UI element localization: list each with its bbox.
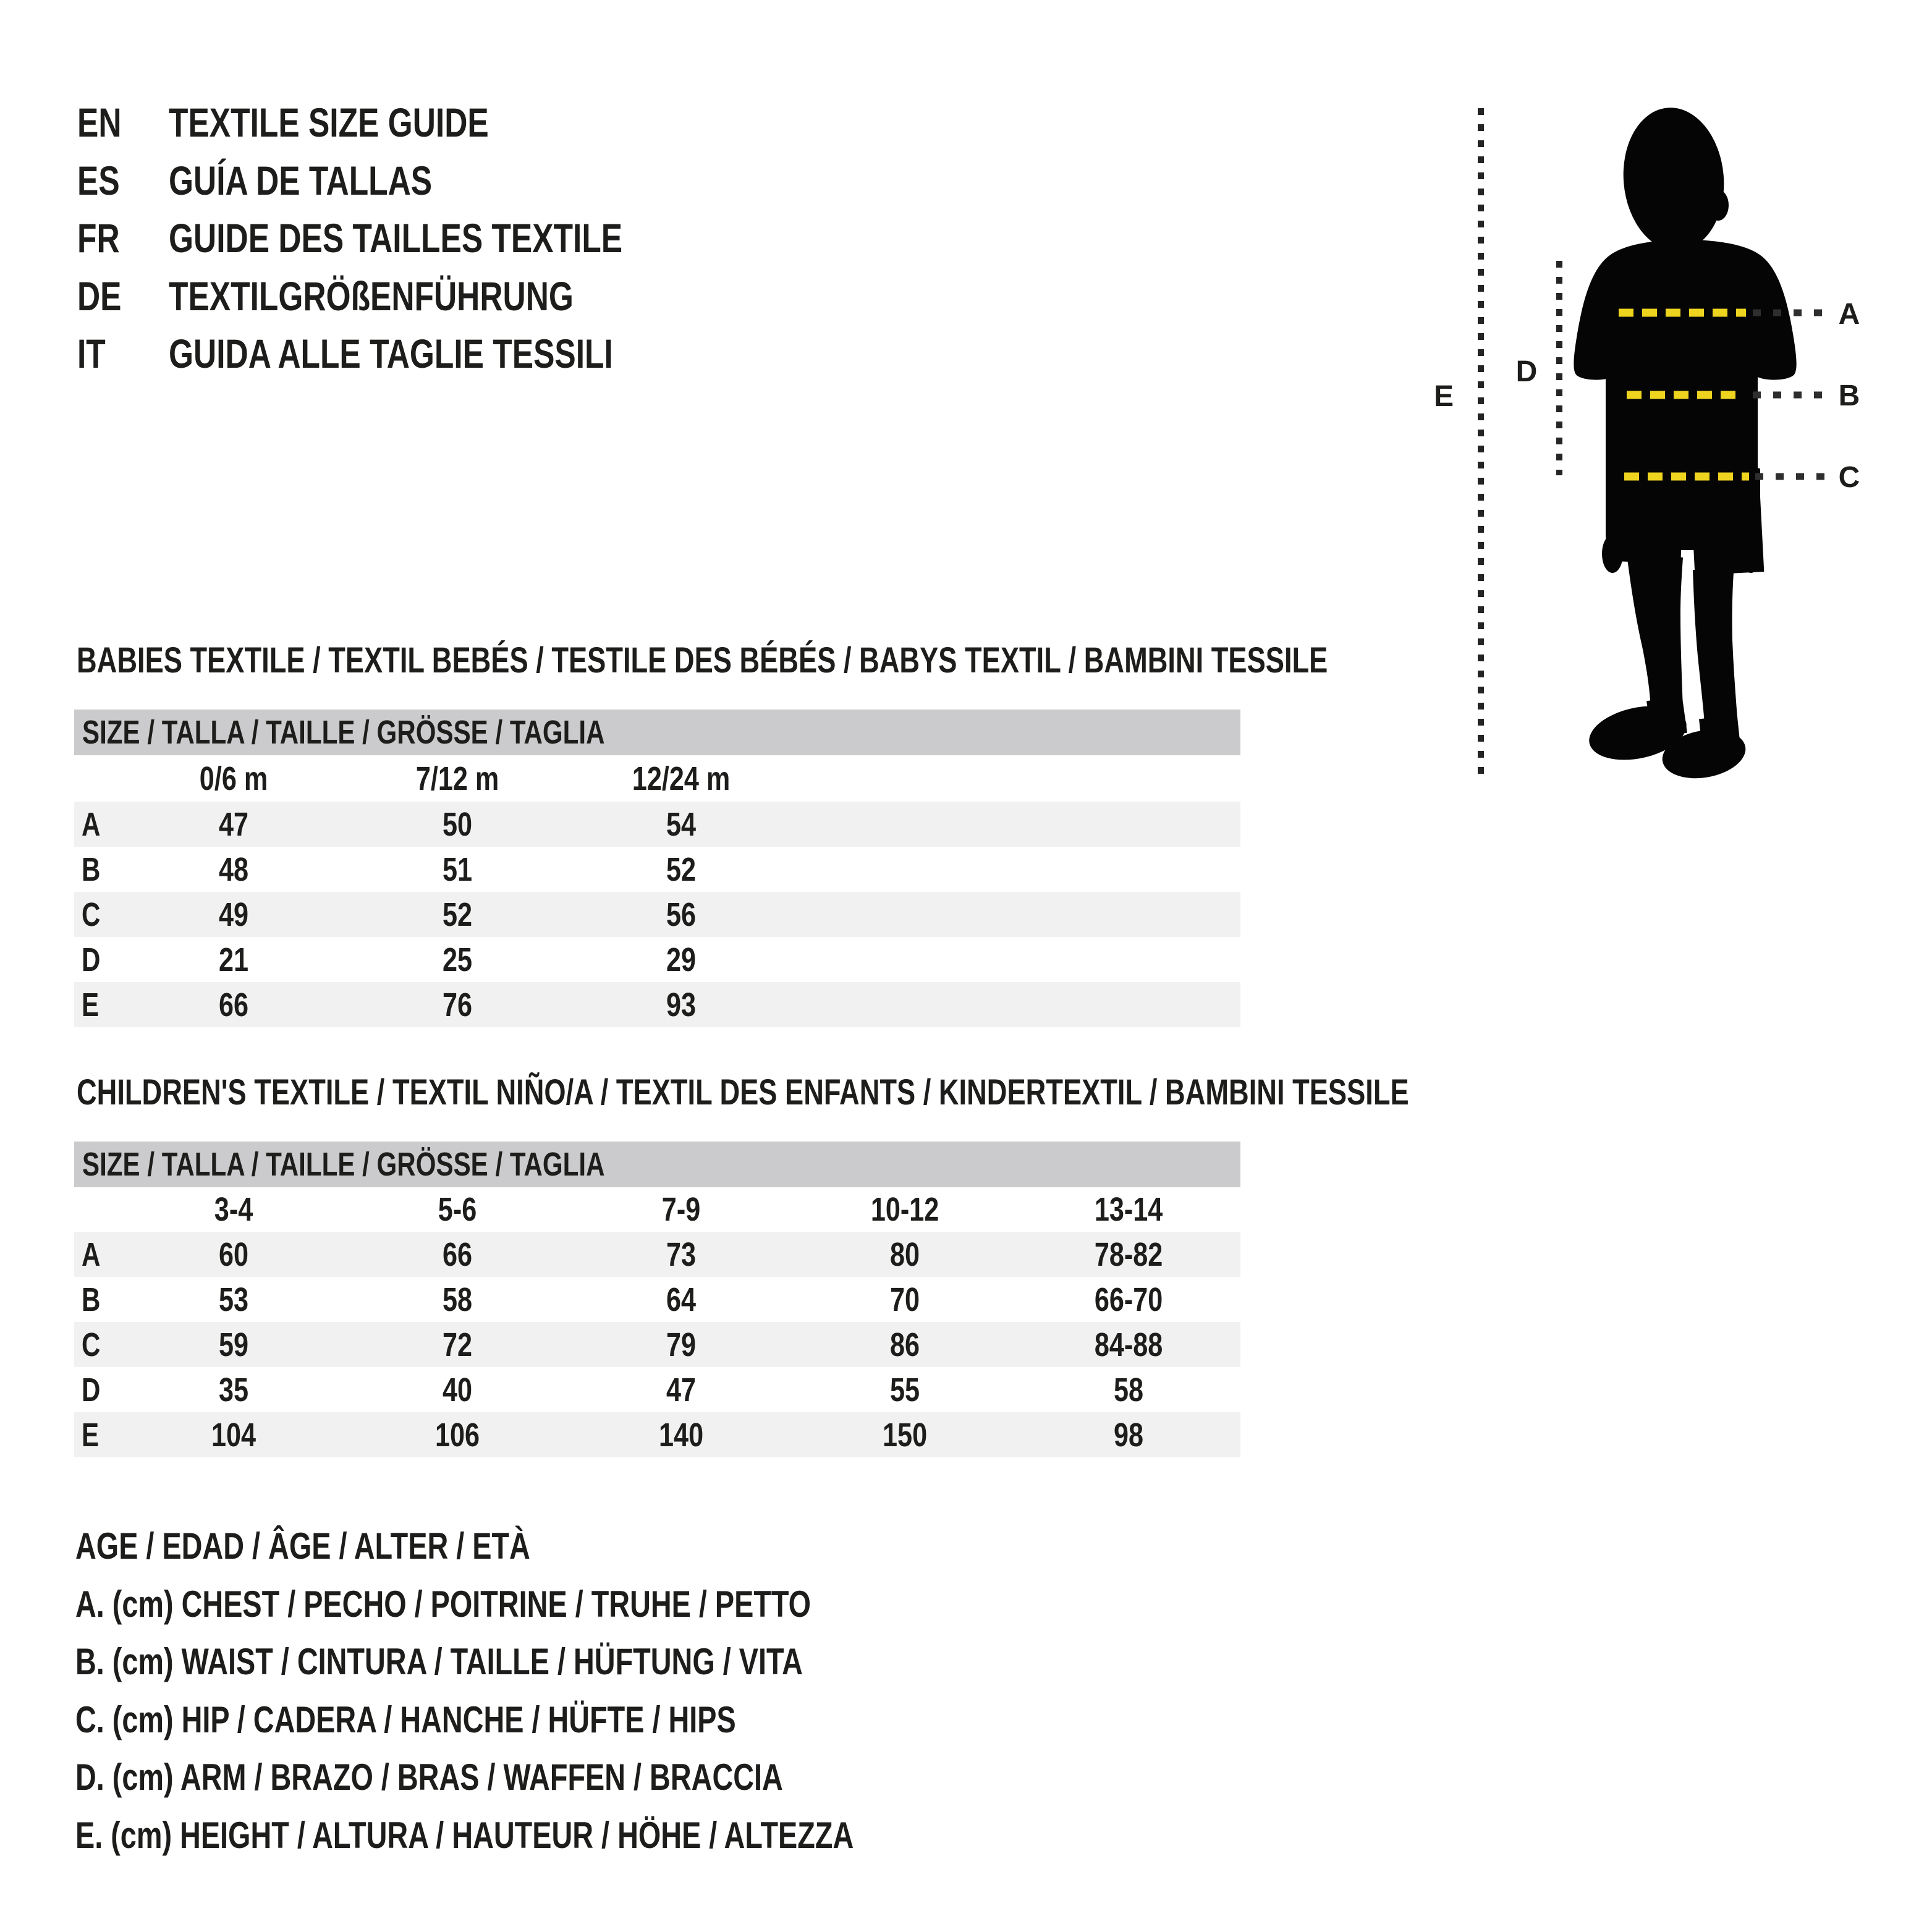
cell: 48 bbox=[218, 850, 249, 888]
table-row bbox=[74, 937, 1240, 982]
cell: 64 bbox=[666, 1281, 697, 1318]
language-row-en bbox=[77, 94, 750, 152]
cell: 106 bbox=[434, 1416, 480, 1454]
column-header: 3-4 bbox=[214, 1191, 253, 1228]
legend-line: E. (cm) HEIGHT / ALTURA / HAUTEUR / HÖHE / ALTEZZA bbox=[75, 1814, 854, 1856]
babies-table-title: BABIES TEXTILE / TEXTIL BEBÉS / TESTILE DES BÉBÉS / BABYS TEXTIL / BAMBINI TESSILE bbox=[77, 640, 1328, 680]
row-label: C bbox=[82, 896, 101, 933]
cell: 79 bbox=[666, 1326, 697, 1363]
column-header: 7/12 m bbox=[415, 760, 499, 797]
cell: 66-70 bbox=[1094, 1281, 1163, 1318]
child-silhouette-icon bbox=[1574, 103, 1796, 782]
children-column-header-row bbox=[74, 1187, 1240, 1232]
table-row bbox=[74, 1322, 1240, 1367]
cell: 52 bbox=[666, 850, 697, 888]
cell: 40 bbox=[442, 1371, 473, 1409]
legend-line: C. (cm) HIP / CADERA / HANCHE / HÜFTE / HIPS bbox=[75, 1698, 736, 1740]
cell: 21 bbox=[218, 941, 249, 978]
cell: 76 bbox=[442, 986, 473, 1023]
guide-title: GUIDE DES TAILLES TEXTILE bbox=[169, 215, 623, 261]
table-row bbox=[74, 1232, 1240, 1277]
cell: 58 bbox=[442, 1281, 473, 1318]
language-code: ES bbox=[77, 157, 120, 203]
row-label: D bbox=[82, 941, 101, 978]
cell: 50 bbox=[442, 805, 473, 843]
language-row-it bbox=[77, 325, 750, 383]
row-label: D bbox=[82, 1371, 101, 1409]
cell: 25 bbox=[442, 941, 473, 978]
label-c: C bbox=[1838, 461, 1860, 494]
label-d: D bbox=[1515, 355, 1538, 388]
column-header: 10-12 bbox=[870, 1191, 939, 1228]
cell: 53 bbox=[218, 1281, 249, 1318]
guide-title: TEXTILGRÖßENFÜHRUNG bbox=[169, 273, 574, 319]
cell: 73 bbox=[666, 1235, 697, 1273]
cell: 84-88 bbox=[1094, 1326, 1163, 1363]
language-row-fr bbox=[77, 210, 750, 268]
column-header: 0/6 m bbox=[199, 760, 268, 797]
cell: 54 bbox=[666, 805, 697, 843]
cell: 47 bbox=[666, 1371, 697, 1409]
cell: 52 bbox=[442, 896, 473, 933]
label-e: E bbox=[1433, 380, 1454, 413]
cell: 47 bbox=[218, 805, 249, 843]
cell: 55 bbox=[889, 1371, 920, 1409]
label-a: A bbox=[1838, 298, 1860, 331]
cell: 35 bbox=[218, 1371, 249, 1409]
guide-title: TEXTILE SIZE GUIDE bbox=[169, 100, 489, 145]
language-row-de bbox=[77, 268, 750, 326]
guide-title: GUIDA ALLE TAGLIE TESSILI bbox=[169, 331, 613, 376]
table-row bbox=[74, 1412, 1240, 1457]
row-label: E bbox=[82, 1416, 100, 1454]
cell: 49 bbox=[218, 896, 249, 933]
language-code: DE bbox=[77, 273, 122, 319]
table-row bbox=[74, 982, 1240, 1027]
cell: 56 bbox=[666, 896, 697, 933]
children-table-title: CHILDREN'S TEXTILE / TEXTIL NIÑO/A / TEXTIL DES ENFANTS / KINDERTEXTIL / BAMBINI TESSILE bbox=[77, 1072, 1409, 1112]
cell: 66 bbox=[218, 986, 249, 1023]
language-code: FR bbox=[77, 215, 120, 261]
table-row bbox=[74, 892, 1240, 937]
language-header bbox=[77, 94, 750, 383]
cell: 86 bbox=[889, 1326, 920, 1363]
column-header: 5-6 bbox=[438, 1191, 477, 1228]
children-size-header-bar: SIZE / TALLA / TAILLE / GRÖSSE / TAGLIA bbox=[74, 1142, 1240, 1187]
table-row bbox=[74, 802, 1240, 847]
table-row bbox=[74, 1367, 1240, 1412]
cell: 29 bbox=[666, 941, 697, 978]
legend-line: D. (cm) ARM / BRAZO / BRAS / WAFFEN / BRACCIA bbox=[75, 1756, 783, 1798]
column-header: 12/24 m bbox=[632, 760, 731, 797]
row-label: C bbox=[82, 1326, 101, 1363]
cell: 60 bbox=[218, 1235, 249, 1273]
cell: 93 bbox=[666, 986, 697, 1023]
row-label: A bbox=[82, 805, 101, 843]
cell: 72 bbox=[442, 1326, 473, 1363]
column-header: 13-14 bbox=[1094, 1191, 1163, 1228]
babies-column-header-row bbox=[74, 755, 1240, 802]
row-label: B bbox=[82, 1281, 101, 1318]
legend-line: A. (cm) CHEST / PECHO / POITRINE / TRUHE / PETTO bbox=[75, 1583, 811, 1625]
legend-line: B. (cm) WAIST / CINTURA / TAILLE / HÜFTUNG / VITA bbox=[75, 1641, 803, 1682]
row-label: A bbox=[82, 1235, 101, 1273]
row-label: B bbox=[82, 850, 101, 888]
cell: 51 bbox=[442, 850, 473, 888]
table-row bbox=[74, 1277, 1240, 1322]
language-row-es bbox=[77, 152, 750, 210]
cell: 59 bbox=[218, 1326, 249, 1363]
language-code: IT bbox=[77, 331, 106, 376]
row-label: E bbox=[82, 986, 100, 1023]
cell: 150 bbox=[882, 1416, 928, 1454]
cell: 66 bbox=[442, 1235, 473, 1273]
column-header: 7-9 bbox=[661, 1191, 701, 1228]
label-b: B bbox=[1838, 379, 1860, 412]
cell: 104 bbox=[211, 1416, 256, 1454]
cell: 78-82 bbox=[1094, 1235, 1163, 1273]
guide-title: GUÍA DE TALLAS bbox=[169, 157, 433, 203]
table-row bbox=[74, 847, 1240, 892]
cell: 80 bbox=[889, 1235, 920, 1273]
babies-size-header-bar: SIZE / TALLA / TAILLE / GRÖSSE / TAGLIA bbox=[74, 710, 1240, 755]
language-code: EN bbox=[77, 100, 122, 145]
cell: 58 bbox=[1113, 1371, 1144, 1409]
cell: 98 bbox=[1113, 1416, 1144, 1454]
cell: 70 bbox=[889, 1281, 920, 1318]
measurement-legend bbox=[75, 1517, 1073, 1864]
cell: 140 bbox=[658, 1416, 704, 1454]
legend-line: AGE / EDAD / ÂGE / ALTER / ETÀ bbox=[75, 1525, 530, 1567]
